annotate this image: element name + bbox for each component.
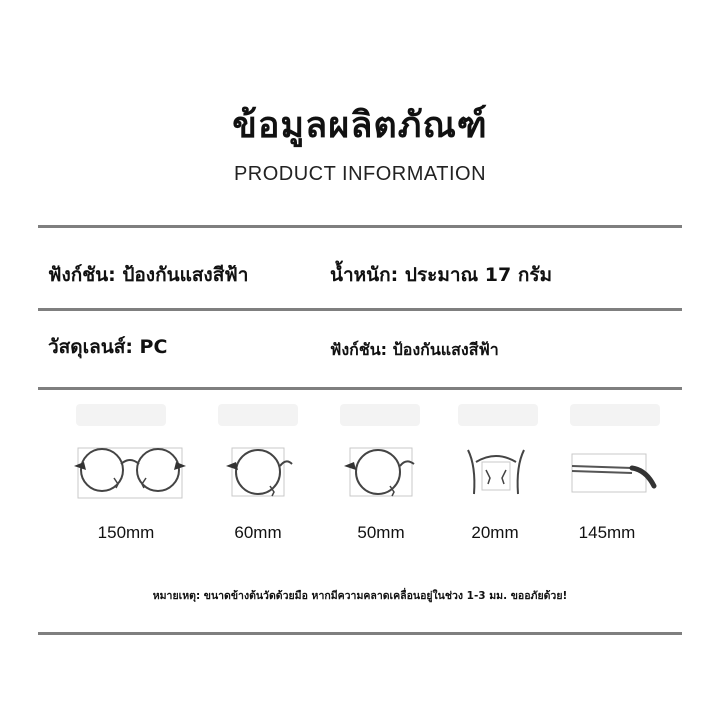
spec-weight: น้ำหนัก: ประมาณ 17 กรัม bbox=[330, 264, 553, 286]
caption-placeholder bbox=[570, 404, 660, 426]
temple-length-icon bbox=[568, 452, 664, 496]
spec-function-2: ฟังก์ชัน: ป้องกันแสงสีฟ้า bbox=[330, 340, 499, 359]
caption-placeholder bbox=[458, 404, 538, 426]
lens-width-icon bbox=[220, 444, 296, 504]
spec-lens-material: วัสดุเลนส์: PC bbox=[48, 336, 168, 358]
frame-width-icon bbox=[72, 440, 188, 510]
bridge-width-icon bbox=[466, 444, 526, 504]
divider-spec-bottom bbox=[38, 387, 682, 390]
caption-placeholder bbox=[76, 404, 166, 426]
divider-top bbox=[38, 225, 682, 228]
divider-middle bbox=[38, 308, 682, 311]
measurement-note: หมายเหตุ: ขนาดข้างต้นวัดด้วยมือ หากมีความคลาดเคลื่อนอยู่ในช่วง 1-3 มม. ขออภัยด้วย! bbox=[152, 590, 568, 602]
dimension-lens-width: 60mm bbox=[234, 523, 282, 542]
dimension-lens-height: 50mm bbox=[357, 523, 405, 542]
page-title: ข้อมูลผลิตภัณฑ์ bbox=[232, 105, 488, 146]
lens-height-icon bbox=[340, 444, 420, 504]
dimension-bridge-width: 20mm bbox=[471, 523, 519, 542]
dimension-temple-length: 145mm bbox=[578, 523, 636, 542]
page-subtitle: PRODUCT INFORMATION bbox=[233, 163, 487, 185]
caption-placeholder bbox=[218, 404, 298, 426]
dimension-frame-width: 150mm bbox=[97, 523, 155, 542]
divider-bottom bbox=[38, 632, 682, 635]
spec-function-1: ฟังก์ชัน: ป้องกันแสงสีฟ้า bbox=[48, 264, 249, 286]
caption-placeholder bbox=[340, 404, 420, 426]
